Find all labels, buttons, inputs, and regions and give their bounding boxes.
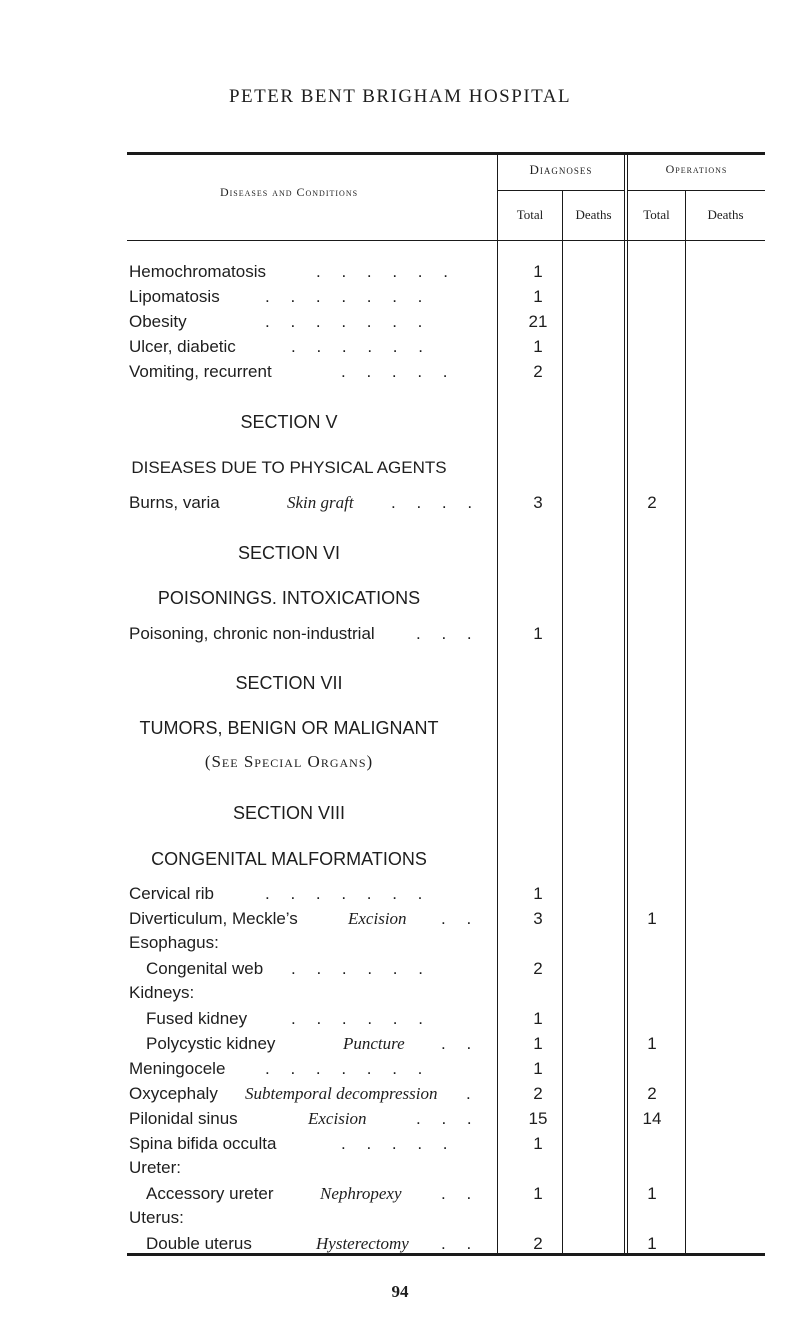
operations-subhead-rule — [628, 190, 765, 191]
row-label: Accessory ureter — [146, 1184, 274, 1203]
row-label: Congenital web — [146, 959, 264, 978]
row-label: Kidneys: — [129, 983, 195, 1002]
op-total-cell: 1 — [647, 1034, 657, 1053]
op-total-cell: 1 — [647, 1184, 657, 1203]
row-label: Lipomatosis — [129, 287, 220, 306]
row-label: Spina bifida occulta — [129, 1134, 277, 1153]
row-label: Obesity — [129, 312, 187, 331]
op-total-cell: 2 — [647, 493, 657, 512]
dx-total-cell: 1 — [533, 624, 543, 643]
dx-total-cell: 2 — [533, 959, 543, 978]
row-label: Burns, varia — [129, 493, 220, 512]
row-leader-dots: . . . . — [391, 493, 481, 512]
row-label: Ulcer, diabetic — [129, 337, 236, 356]
section-note: (See Special Organs) — [204, 752, 374, 771]
row-leader-dots: . . . . . . . — [265, 287, 431, 306]
dx-total-cell: 3 — [533, 493, 543, 512]
dx-total-cell: 1 — [533, 1059, 543, 1078]
dx-total-cell: 1 — [533, 1009, 543, 1028]
dx-total-cell: 1 — [533, 1034, 543, 1053]
op-total-heading: Total — [643, 207, 670, 222]
row-leader-dots: . . . — [416, 1109, 480, 1128]
dx-total-cell: 2 — [533, 362, 543, 381]
table-top-rule — [127, 152, 765, 155]
row-label: Oxycephaly — [129, 1084, 218, 1103]
row-leader-dots: . . . . . . — [291, 959, 431, 978]
operation-name: Nephropexy — [320, 1184, 402, 1203]
page-header: PETER BENT BRIGHAM HOSPITAL — [228, 86, 572, 107]
section-title: POISONINGS. INTOXICATIONS — [157, 588, 421, 608]
dx-total-cell: 1 — [533, 884, 543, 903]
column-divider-operations-a — [624, 155, 625, 1253]
dx-total-cell: 21 — [528, 312, 548, 331]
op-total-cell: 2 — [647, 1084, 657, 1103]
row-leader-dots: . . . . . . — [316, 262, 456, 281]
row-leader-dots: . . . . . . — [291, 1009, 431, 1028]
row-leader-dots: . . — [441, 1184, 480, 1203]
operations-heading: Operations — [665, 162, 728, 176]
column-divider-operations-b — [627, 155, 628, 1253]
dx-total-heading: Total — [516, 207, 544, 222]
section-heading: SECTION VI — [237, 543, 340, 563]
section-heading: SECTION V — [240, 412, 338, 432]
row-label: Uterus: — [129, 1208, 184, 1227]
row-leader-dots: . . . . . . . — [265, 1059, 431, 1078]
header-bottom-rule — [127, 240, 765, 241]
section-title: TUMORS, BENIGN OR MALIGNANT — [139, 718, 439, 738]
section-heading: SECTION VIII — [232, 803, 346, 823]
row-leader-dots: . . . . . — [341, 1134, 456, 1153]
column-divider-op-deaths — [685, 190, 686, 1253]
dx-deaths-heading: Deaths — [575, 207, 612, 222]
diseases-heading: Diseases and Conditions — [219, 185, 359, 199]
diagnoses-heading: Diagnoses — [529, 162, 593, 177]
section-heading: SECTION VII — [235, 673, 343, 693]
column-divider-dx-deaths — [562, 190, 563, 1253]
row-label: Vomiting, recurrent — [129, 362, 272, 381]
row-leader-dots: . . — [441, 1234, 480, 1253]
row-label: Polycystic kidney — [146, 1034, 276, 1053]
row-label: Diverticulum, Meckle’s — [129, 909, 298, 928]
dx-total-cell: 1 — [533, 287, 543, 306]
dx-total-cell: 15 — [528, 1109, 548, 1128]
operation-name: Puncture — [343, 1034, 405, 1053]
dx-total-cell: 2 — [533, 1084, 543, 1103]
operation-name: Excision — [308, 1109, 367, 1128]
row-label: Esophagus: — [129, 933, 219, 952]
row-label: Ureter: — [129, 1158, 181, 1177]
page-number: 94 — [391, 1282, 409, 1301]
row-label: Hemochromatosis — [129, 262, 266, 281]
section-title: CONGENITAL MALFORMATIONS — [151, 849, 427, 869]
column-divider-diagnoses — [497, 155, 498, 1253]
op-total-cell: 1 — [647, 1234, 657, 1253]
diagnoses-subhead-rule — [498, 190, 624, 191]
op-total-cell: 1 — [647, 909, 657, 928]
operation-name: Subtemporal decompression — [245, 1084, 438, 1103]
op-total-cell: 14 — [642, 1109, 662, 1128]
row-label: Pilonidal sinus — [129, 1109, 238, 1128]
row-leader-dots: . — [466, 1084, 479, 1103]
row-label: Poisoning, chronic non-industrial — [129, 624, 375, 643]
row-leader-dots: . . . . . . . — [265, 884, 431, 903]
row-label: Meningocele — [129, 1059, 226, 1078]
row-leader-dots: . . . . . — [341, 362, 456, 381]
op-deaths-heading: Deaths — [707, 207, 744, 222]
operation-name: Hysterectomy — [316, 1234, 409, 1253]
dx-total-cell: 1 — [533, 1184, 543, 1203]
row-leader-dots: . . — [441, 909, 480, 928]
row-label: Fused kidney — [146, 1009, 248, 1028]
operation-name: Skin graft — [287, 493, 354, 512]
dx-total-cell: 1 — [533, 1134, 543, 1153]
dx-total-cell: 1 — [533, 262, 543, 281]
row-leader-dots: . . — [441, 1034, 480, 1053]
row-leader-dots: . . . — [416, 624, 480, 643]
dx-total-cell: 2 — [533, 1234, 543, 1253]
operation-name: Excision — [348, 909, 407, 928]
section-title: DISEASES DUE TO PHYSICAL AGENTS — [131, 458, 447, 477]
row-leader-dots: . . . . . . — [291, 337, 431, 356]
dx-total-cell: 3 — [533, 909, 543, 928]
row-label: Cervical rib — [129, 884, 215, 903]
row-label: Double uterus — [146, 1234, 252, 1253]
dx-total-cell: 1 — [533, 337, 543, 356]
row-leader-dots: . . . . . . . — [265, 312, 431, 331]
